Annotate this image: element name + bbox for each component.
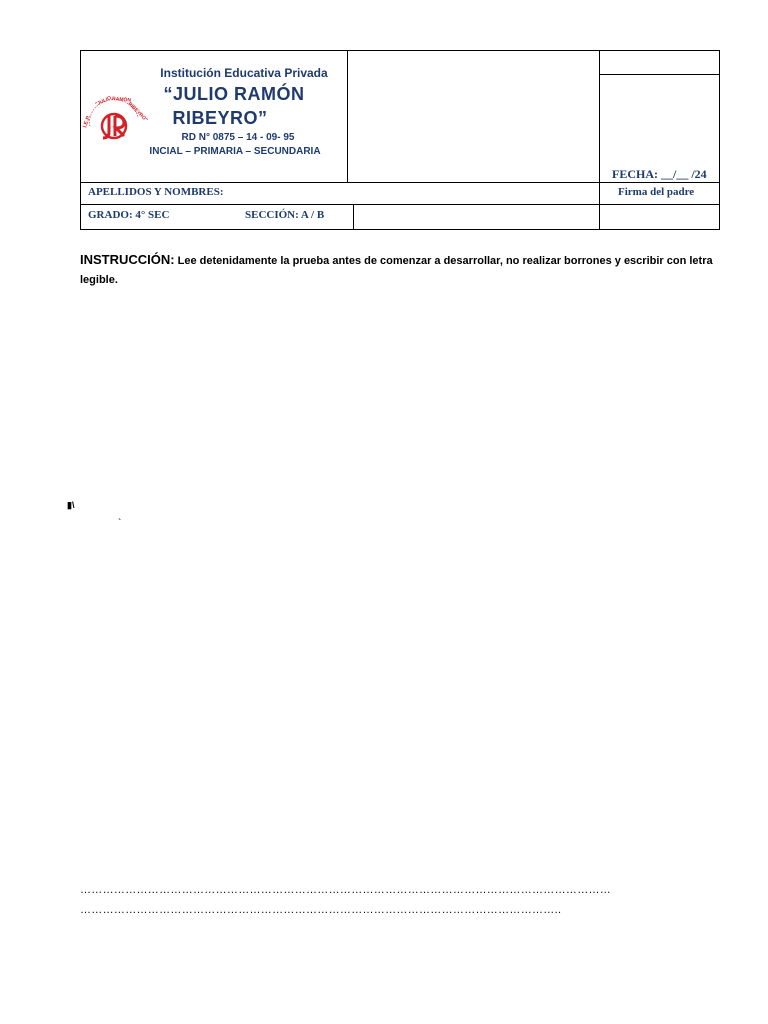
- divider-col-3: [353, 204, 354, 230]
- section-label: SECCIÓN: A / B: [245, 209, 325, 221]
- divider-col-2: [599, 50, 600, 230]
- school-name-line1: “JULIO RAMÓN: [163, 84, 305, 104]
- institution-type: Institución Educativa Privada: [160, 66, 328, 80]
- names-label: APELLIDOS Y NOMBRES:: [88, 186, 224, 198]
- instruction-lead: INSTRUCCIÓN:: [80, 252, 175, 267]
- table-border-right: [719, 50, 720, 230]
- education-levels: INCIAL – PRIMARIA – SECUNDARIA: [149, 146, 321, 157]
- answer-line-1: ……………………………………………………………………………………………………………………………: [80, 884, 612, 896]
- stray-mark-2: `: [118, 518, 122, 529]
- grade-label: GRADO: 4° SEC: [88, 209, 170, 221]
- resolution-number: RD N° 0875 – 14 - 09- 95: [181, 132, 295, 143]
- stray-mark-1: ▮\: [67, 500, 75, 510]
- divider-row-2: [80, 204, 720, 205]
- svg-text:I.E.P.: I.E.P.: [82, 114, 93, 129]
- svg-text:RAMÓN: RAMÓN: [111, 96, 132, 104]
- date-field: FECHA: __/__ /24: [612, 167, 707, 181]
- table-border-top: [80, 50, 720, 51]
- table-border-bottom: [80, 229, 720, 230]
- table-border-left: [80, 50, 81, 230]
- divider-row-1: [80, 182, 720, 183]
- instruction-text: Lee detenidamente la prueba antes de comenzar a desarrollar, no realizar borrones y escribir con letra legible.: [80, 255, 713, 286]
- divider-top-right: [599, 74, 720, 75]
- instruction-paragraph: [80, 250, 720, 290]
- parent-signature-label: Firma del padre: [618, 186, 695, 198]
- school-name-line2: RIBEYRO”: [172, 108, 268, 128]
- svg-text:RIBEYRO": RIBEYRO": [126, 101, 149, 124]
- header-table: [80, 50, 720, 230]
- svg-text:"JULIO: "JULIO: [94, 95, 113, 108]
- answer-line-2: ………………………………………………………………………………………………………………..: [80, 904, 562, 916]
